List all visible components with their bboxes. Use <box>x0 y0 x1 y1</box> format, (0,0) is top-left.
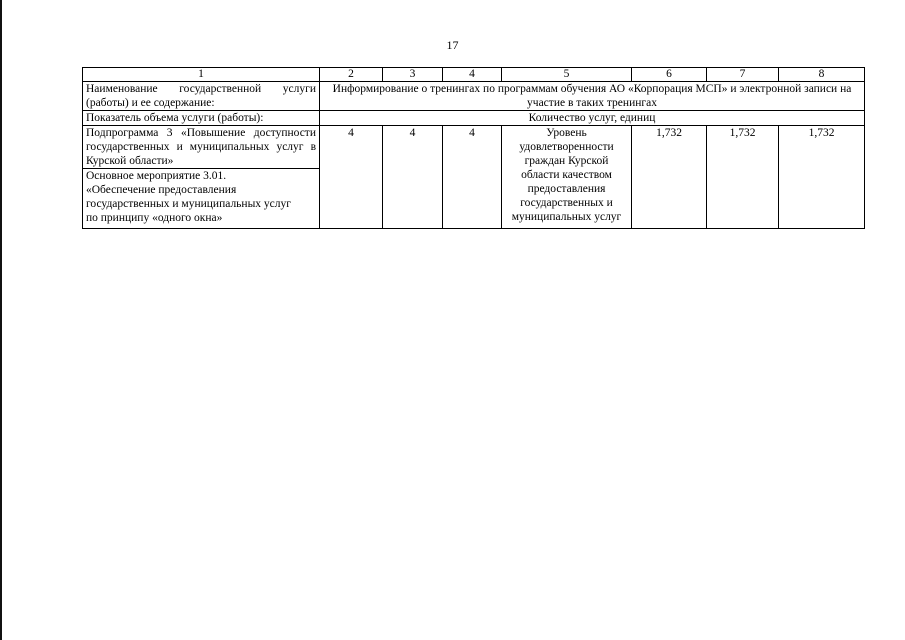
column-number: 4 <box>443 68 502 82</box>
service-label: Наименование государственной услуги (работы) и ее содержание: <box>83 82 320 111</box>
service-name-row <box>83 82 865 111</box>
service-value: Информирование о тренингах по программам обучения АО «Корпорация МСП» и электронной записи на участие в таких тренингах <box>320 82 865 111</box>
scan-edge-line <box>0 0 2 640</box>
volume-label: Показатель объема услуги (работы): <box>83 111 320 126</box>
program-cell <box>83 126 320 229</box>
column-number: 3 <box>383 68 443 82</box>
main-measure-text: Основное мероприятие 3.01. «Обеспечение предоставления государственных и муниципальных услуг по принципу «одного окна» <box>86 170 291 224</box>
column-number: 5 <box>502 68 632 82</box>
table-cell: 4 <box>320 126 383 229</box>
column-number: 8 <box>779 68 865 82</box>
indicator-cell: Уровень удовлетворенности граждан Курской области качеством предоставления государственных и муниципальных услуг <box>502 126 632 229</box>
subprogram-text: Подпрограмма 3 «Повышение доступности государственных и муниципальных услуг в Курской области» <box>83 126 319 169</box>
table-cell: 4 <box>383 126 443 229</box>
column-number: 7 <box>707 68 779 82</box>
service-table <box>82 67 865 229</box>
column-number-row <box>83 68 865 82</box>
table-cell: 1,732 <box>707 126 779 229</box>
column-number: 6 <box>632 68 707 82</box>
column-number: 2 <box>320 68 383 82</box>
table-cell: 1,732 <box>779 126 865 229</box>
column-number: 1 <box>83 68 320 82</box>
volume-indicator-row <box>83 111 865 126</box>
table-cell: 1,732 <box>632 126 707 229</box>
table-cell: 4 <box>443 126 502 229</box>
volume-value: Количество услуг, единиц <box>320 111 865 126</box>
page-number: 17 <box>446 38 459 52</box>
table-row <box>83 126 865 229</box>
